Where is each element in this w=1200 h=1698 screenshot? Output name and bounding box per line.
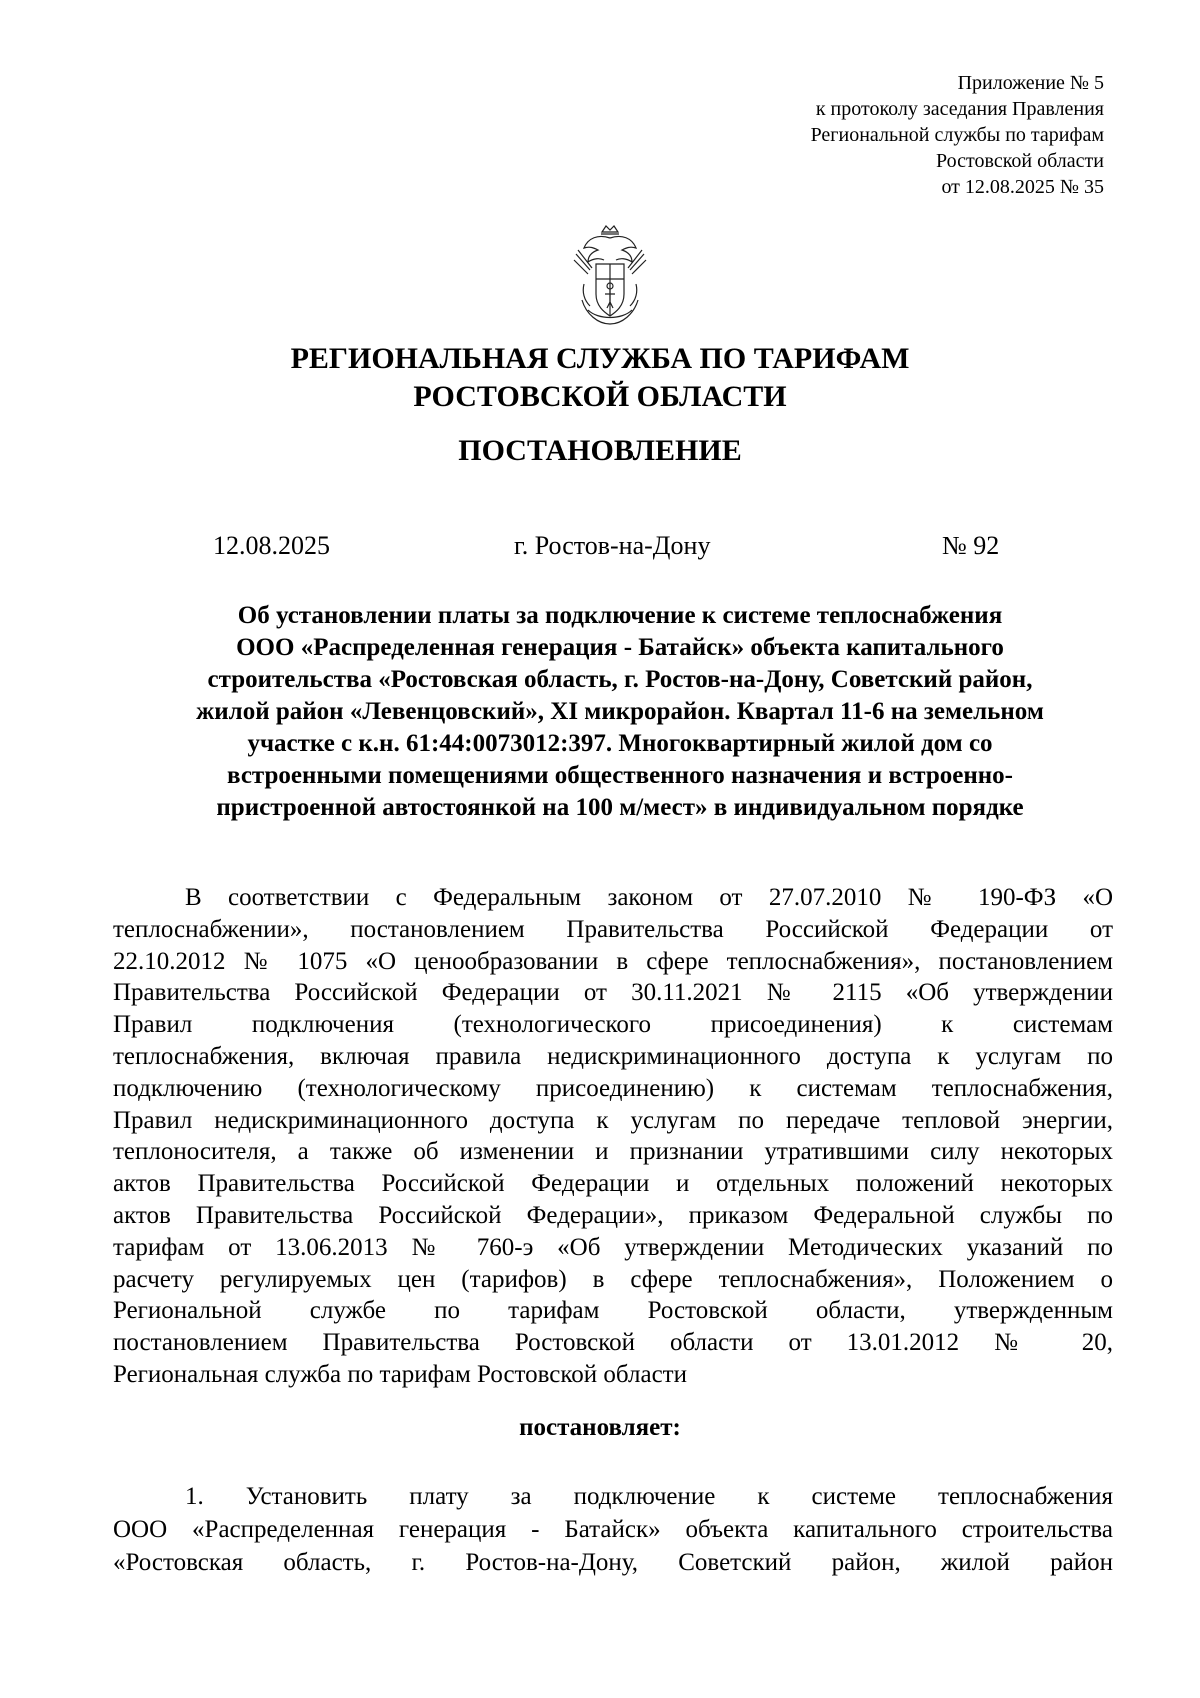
agency-title-line: РЕГИОНАЛЬНАЯ СЛУЖБА ПО ТАРИФАМ xyxy=(290,342,910,375)
annex-line: Приложение № 5 xyxy=(957,72,1104,94)
subject-line: участке с к.н. 61:44:0073012:397. Многоквартирный жилой дом со xyxy=(247,730,993,757)
paragraph-line: В соответствии с Федеральным законом от 27.07.2010 № 190-ФЗ «О xyxy=(185,884,1113,911)
document-city: г. Ростов-на-Дону xyxy=(514,531,711,560)
paragraph-line: 1. Установить плату за подключение к системе теплоснабжения xyxy=(185,1483,1113,1510)
paragraph-line: «Ростовская область, г. Ростов-на-Дону, Советский район, жилой район xyxy=(113,1549,1113,1576)
subject-line: строительства «Ростовская область, г. Ростов-на-Дону, Советский район, xyxy=(207,666,1033,693)
resolves-heading: постановляет: xyxy=(519,1414,681,1441)
subject-line: ООО «Распределенная генерация - Батайск» объекта капитального xyxy=(236,634,1004,661)
document-number: № 92 xyxy=(942,531,1000,560)
paragraph-line: Региональная служба по тарифам Ростовской области xyxy=(113,1360,687,1388)
annex-line: Ростовской области xyxy=(936,150,1104,172)
document-type: ПОСТАНОВЛЕНИЕ xyxy=(458,434,742,467)
annex-line: Региональной службы по тарифам xyxy=(810,124,1104,146)
subject-line: пристроенной автостоянкой на 100 м/мест» в индивидуальном порядке xyxy=(216,794,1024,821)
paragraph-line: постановлением Правительства Ростовской области от 13.01.2012 № 20, xyxy=(113,1329,1113,1357)
subject-line: Об установлении платы за подключение к системе теплоснабжения xyxy=(237,602,1003,629)
annex-note xyxy=(584,70,1104,200)
paragraph-line: ООО «Распределенная генерация - Батайск» объекта капитального строительства xyxy=(113,1516,1113,1543)
paragraph-line: теплоносителя, а также об изменении и признании утратившими силу некоторых xyxy=(113,1138,1113,1166)
paragraph-line: актов Правительства Российской Федерации и отдельных положений некоторых xyxy=(113,1170,1113,1198)
annex-line: к протоколу заседания Правления xyxy=(815,98,1104,120)
agency-title xyxy=(0,340,1200,416)
paragraph-line: 22.10.2012 № 1075 «О ценообразовании в сфере теплоснабжения», постановлением xyxy=(113,947,1113,975)
paragraph-line: тарифам от 13.06.2013 № 760-э «Об утверждении Методических указаний по xyxy=(113,1233,1113,1261)
document-subject xyxy=(130,600,1110,824)
paragraph-line: Правил подключения (технологического присоединения) к системам xyxy=(113,1011,1113,1039)
paragraph-line: Правительства Российской Федерации от 30.11.2021 № 2115 «Об утверждении xyxy=(113,979,1113,1007)
subject-line: встроенными помещениями общественного назначения и встроенно- xyxy=(227,762,1013,789)
paragraph-line: Региональной службе по тарифам Ростовской области, утвержденным xyxy=(113,1297,1113,1325)
annex-line: от 12.08.2025 № 35 xyxy=(941,176,1104,198)
paragraph-line: актов Правительства Российской Федерации», приказом Федеральной службы по xyxy=(113,1201,1113,1229)
paragraph-line: теплоснабжении», постановлением Правительства Российской Федерации от xyxy=(113,915,1113,943)
paragraph-line: подключению (технологическому присоединению) к системам теплоснабжения, xyxy=(113,1074,1113,1102)
subject-line: жилой район «Левенцовский», XI микрорайон. Квартал 11-6 на земельном xyxy=(196,698,1044,725)
paragraph-line: теплоснабжения, включая правила недискриминационного доступа к услугам по xyxy=(113,1042,1113,1070)
paragraph-line: расчету регулируемых цен (тарифов) в сфере теплоснабжения», Положением о xyxy=(113,1265,1113,1293)
paragraph-line: Правил недискриминационного доступа к услугам по передаче тепловой энергии, xyxy=(113,1106,1113,1134)
item-1-paragraph xyxy=(113,1480,1113,1579)
coat-of-arms-icon xyxy=(568,224,652,328)
preamble-paragraph xyxy=(113,882,1113,1391)
document-date: 12.08.2025 xyxy=(213,531,330,560)
agency-title-line: РОСТОВСКОЙ ОБЛАСТИ xyxy=(413,380,787,413)
